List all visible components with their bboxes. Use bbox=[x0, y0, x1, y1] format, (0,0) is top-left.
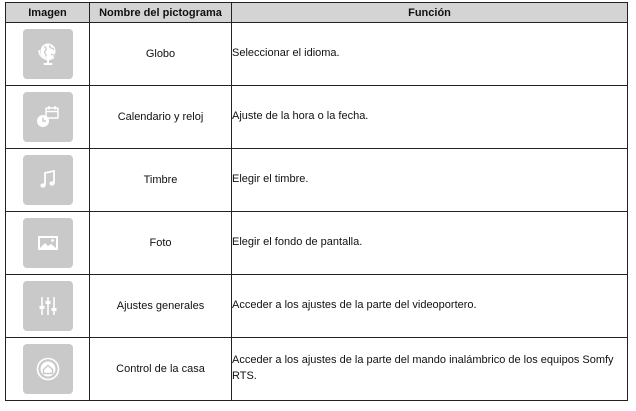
photo-icon bbox=[23, 218, 73, 268]
table-header-row bbox=[6, 3, 628, 23]
row-image-cell bbox=[6, 275, 90, 338]
row-image-cell bbox=[6, 149, 90, 212]
table-row bbox=[6, 338, 628, 401]
globe-icon bbox=[23, 29, 73, 79]
row-function: Elegir el timbre. bbox=[232, 149, 628, 212]
row-function: Acceder a los ajustes de la parte del videoportero. bbox=[232, 275, 628, 338]
table-row bbox=[6, 149, 628, 212]
pictogram-table bbox=[5, 2, 628, 401]
calendar-clock-icon bbox=[23, 92, 73, 142]
row-name: Calendario y reloj bbox=[90, 86, 232, 149]
row-image-cell bbox=[6, 86, 90, 149]
row-function: Acceder a los ajustes de la parte del mando inalámbrico de los equipos Somfy RTS. bbox=[232, 338, 628, 401]
table-row bbox=[6, 23, 628, 86]
music-note-icon bbox=[23, 155, 73, 205]
header-function: Función bbox=[232, 3, 628, 23]
header-image: Imagen bbox=[6, 3, 90, 23]
row-name: Foto bbox=[90, 212, 232, 275]
sliders-icon bbox=[23, 281, 73, 331]
row-image-cell bbox=[6, 23, 90, 86]
table-row bbox=[6, 86, 628, 149]
row-image-cell bbox=[6, 338, 90, 401]
row-image-cell bbox=[6, 212, 90, 275]
row-name: Globo bbox=[90, 23, 232, 86]
table-row bbox=[6, 275, 628, 338]
table-row bbox=[6, 212, 628, 275]
row-function: Elegir el fondo de pantalla. bbox=[232, 212, 628, 275]
row-name: Control de la casa bbox=[90, 338, 232, 401]
row-function: Seleccionar el idioma. bbox=[232, 23, 628, 86]
header-name: Nombre del pictograma bbox=[90, 3, 232, 23]
row-function: Ajuste de la hora o la fecha. bbox=[232, 86, 628, 149]
row-name: Timbre bbox=[90, 149, 232, 212]
home-control-icon bbox=[23, 344, 73, 394]
row-name: Ajustes generales bbox=[90, 275, 232, 338]
